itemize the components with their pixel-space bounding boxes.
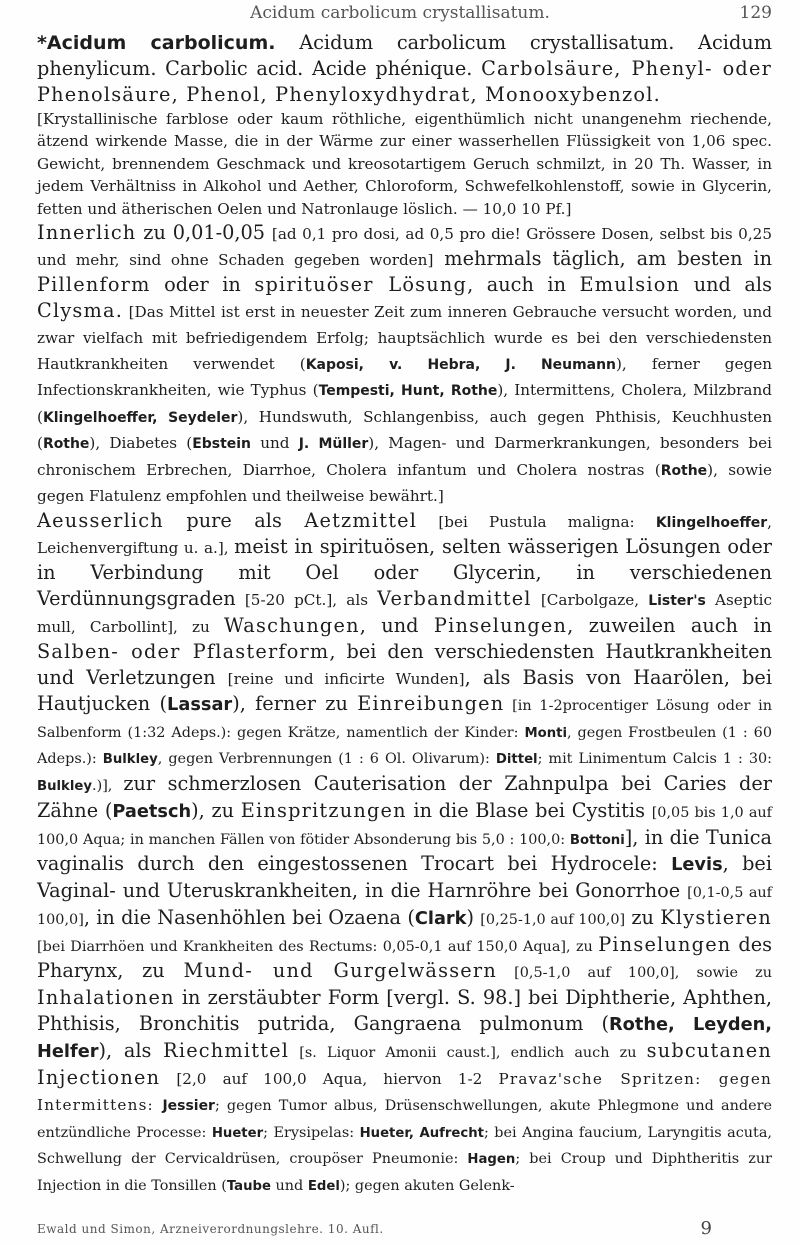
text-fragment: , bei Vaginal- und Uteruskrankheiten, in die Harnröhre bei Gonorrhoe <box>37 852 772 903</box>
internal-use-paragraph <box>37 220 772 508</box>
text-fragment: ), ferner zu <box>232 691 358 715</box>
author-ref: Ebstein <box>192 436 251 453</box>
text-fragment: pure als <box>163 509 305 533</box>
description-paragraph: [Krystallinische farblose oder kaum röthliche, eigenthümlich nicht unangenehm riechende, ätzend wirkende Masse, die in der Wärme zur einer wasserhellen Flüssigkeit von 1,06 spec. Gewicht, brennendem Geschmack und kreosotartigem Geruch schmilzt, in 20 Th. Wasser, in jedem Verhältniss in Alkohol und Aether, Chloroform, Schwefelkohlenstoff, sowie in Glycerin, fetten und ätherischen Oelen und Natronlauge löslich. — 10,0 10 Pf.] <box>37 110 772 218</box>
author-ref: Rothe, Leyden, Helfer <box>37 1015 772 1063</box>
use-injection: Einspritzungen <box>240 798 407 822</box>
use-inhalation: Inhalationen <box>37 986 175 1010</box>
use-dressing: Verbandmittel <box>377 587 532 611</box>
usage-history-note <box>37 303 772 505</box>
author-ref: Hueter, Aufrecht <box>359 1125 484 1141</box>
text-fragment: ), Diabetes ( <box>89 434 193 453</box>
use-caustic: Aetzmittel <box>304 509 418 533</box>
text-fragment: . <box>115 299 129 323</box>
text-fragment: ; Erysipelas: <box>263 1124 360 1141</box>
author-ref: Clark <box>414 908 467 929</box>
text-fragment: [0,05 bis 1,0 auf 100,0 Aqua; in manchen Fällen von fötider Absonderung bis 5,0 : 100,0: <box>37 804 772 848</box>
signature-mark: 9 <box>700 1218 712 1239</box>
author-ref: J. Müller <box>298 436 369 453</box>
author-ref: Jessier <box>162 1098 215 1115</box>
text-fragment: [Carbolgaze, <box>531 591 649 610</box>
author-ref: Rothe <box>42 436 90 453</box>
author-ref: Bulkley <box>37 779 92 795</box>
use-painting-pharynx: Pinselungen <box>598 932 732 956</box>
use-mouthwash: Mund- und Gurgelwässern <box>183 959 497 983</box>
text-fragment: [Das Mittel ist erst in neuester Zeit zum inneren Gebrauche versucht worden, und zwar vielfach mit befriedigendem Erfolg; hauptsächlich wurde es bei den verschiedensten Hautkrankheiten verwendet ( <box>37 303 772 374</box>
entry-title: *Acidum carbolicum. <box>37 32 276 54</box>
text-fragment: , gegen Frostbeulen (1 : 60 Adeps.): <box>37 724 772 768</box>
text-fragment: Aseptic mull, Carbollint], zu <box>37 591 772 636</box>
form-emulsion: Emulsion <box>579 273 681 297</box>
author-ref: Monti <box>524 725 567 741</box>
text-fragment: in die Blase bei Cystitis <box>406 798 652 822</box>
author-ref: Tempesti, Hunt, Rothe <box>318 383 498 400</box>
text-fragment: und als <box>680 273 772 297</box>
page-number: 129 <box>739 3 772 23</box>
text-fragment: [0,1-0,5 auf 100,0] <box>37 885 772 928</box>
text-fragment: in zerstäubter Form [vergl. S. 98.] bei Diphtherie, Aphthen, Phthisis, Bronchitis putrida, Gangraena pulmonum ( <box>37 986 772 1036</box>
text-fragment: ; bei Angina faucium, Laryngitis acuta, Schwellung der Cervicaldrüsen, croupöser Pneumonie: <box>37 1124 772 1168</box>
text-fragment: ); gegen akuten Gelenk- <box>339 1177 515 1194</box>
author-ref: Paetsch <box>112 801 192 822</box>
text-fragment: [2,0 auf 100,0 Aqua, hiervon 1-2 <box>160 1070 499 1089</box>
synonyms-text: Acidum carbolicum crystallisatum. Acidum phenylicum. Carbolic acid. Acide phénique. <box>37 31 772 80</box>
text-fragment: , Leichenvergiftung u. a.], <box>37 513 772 558</box>
text-fragment: [reine und inficirte Wunden] <box>227 669 465 688</box>
text-fragment: ; mit Linimentum Calcis 1 : 30: <box>537 751 772 768</box>
text-fragment: [bei Pustula maligna: <box>417 513 656 532</box>
text-fragment: [5-20 pCt.], als <box>235 591 378 610</box>
use-enema: Klystieren <box>660 905 772 929</box>
text-fragment: [s. Liquor Amonii caust.], endlich auch zu <box>289 1045 647 1062</box>
use-ointment: Salben- oder Pflasterform <box>37 639 330 663</box>
author-ref: Klingelhoeffer, Seydeler <box>42 409 238 426</box>
text-fragment: , in die Nasenhöhlen bei Ozaena ( <box>83 905 415 929</box>
use-smelling-agent: Riechmittel <box>163 1039 290 1063</box>
author-ref: Edel <box>307 1178 340 1194</box>
dose-text: zu 0,01-0,05 <box>136 221 272 245</box>
footer-reference: Ewald und Simon, Arzneiverordnungslehre. 10. Aufl. <box>37 1222 384 1236</box>
text-fragment: zur schmerzlosen Cauterisation der Zahnpulpa bei Caries der Zähne <box>37 772 772 822</box>
text-fragment: und <box>270 1177 308 1194</box>
form-solution: spirituöser Lösung <box>254 273 468 297</box>
external-use-heading: Aeusserlich <box>37 509 164 533</box>
author-ref: Kaposi, v. Hebra, J. Neumann <box>305 357 616 374</box>
text-fragment: [0,25-1,0 auf 100,0] <box>480 911 626 928</box>
use-washing: Waschungen <box>223 613 360 637</box>
use-painting: Pinselungen <box>433 613 568 637</box>
text-fragment: [0,5-1,0 auf 100,0], sowie zu <box>496 965 772 982</box>
text-fragment: , und <box>359 613 434 637</box>
text-fragment: Pravaz'sche Spritzen: gegen Intermittens: <box>37 1070 772 1115</box>
page-footer <box>37 1218 772 1242</box>
page-header <box>0 3 800 25</box>
author-ref: Rothe <box>660 462 708 479</box>
text-fragment: ), Magen- und Darmerkrankungen, besonders bei chronischem Erbrechen, Diarrhoe, Cholera infantum und Cholera nostras ( <box>37 434 772 479</box>
external-use-paragraph <box>37 508 772 1197</box>
author-ref: Hagen <box>467 1152 516 1168</box>
article-body <box>37 30 772 1197</box>
text-fragment: ), Intermittens, Cholera, Milzbrand ( <box>37 381 772 426</box>
use-rubbing: Einreibungen <box>357 691 505 715</box>
text-fragment: des Pharynx, zu <box>37 932 773 983</box>
text-fragment: , auch in <box>467 273 580 297</box>
author-ref: Klingelhoeffer <box>655 515 768 532</box>
text-fragment: ( <box>98 798 113 822</box>
internal-use-heading: Innerlich <box>37 221 137 245</box>
text-fragment: oder in <box>150 273 255 297</box>
author-ref: Lister's <box>648 593 706 610</box>
text-fragment: und <box>250 434 299 453</box>
text-fragment: .)], <box>92 778 124 795</box>
use-subcutaneous: subcutanen Injectionen <box>37 1039 773 1090</box>
frequency-text: mehrmals täglich, am besten in <box>433 247 772 271</box>
author-ref: Bottoni <box>569 832 625 848</box>
text-fragment: ), ferner gegen Infectionskrankheiten, wie Typhus ( <box>37 355 773 400</box>
author-ref: Lassar <box>167 694 233 715</box>
author-ref: Taube <box>226 1178 271 1194</box>
text-fragment: , als Basis von Haarölen, bei Hautjucken ( <box>37 665 772 715</box>
text-fragment: , zuweilen auch in <box>567 613 772 637</box>
text-fragment: ], in die Tunica vaginalis durch den eingestossenen Trocart bei Hydrocele: <box>37 825 772 876</box>
text-fragment: ) <box>466 905 481 929</box>
text-fragment: ; bei Croup und Diphtheritis zur Injection in die Tonsillen ( <box>37 1151 772 1194</box>
synonyms-german: Carbolsäure, Phenyl- oder Phenolsäure, Phenol, Phenyloxydhydrat, Monooxybenzol. <box>37 57 772 106</box>
text-fragment: ; gegen Tumor albus, Drüsenschwellungen, akute Phlegmone und andere entzündliche Processe: <box>37 1098 773 1141</box>
text-fragment: , gegen Verbrennungen (1 : 6 Ol. Olivarum): <box>157 751 496 768</box>
text-fragment: ), sowie gegen Flatulenz empfohlen und theilweise bewährt.] <box>37 460 772 506</box>
author-ref: Bulkley <box>102 752 158 768</box>
form-pill: Pillenform <box>37 273 151 297</box>
form-clysma: Clysma <box>37 299 116 323</box>
text-fragment: , bei den verschiedensten Hautkrankheiten und Verletzungen <box>37 639 772 689</box>
max-dose-note: [ad 0,1 pro dosi, ad 0,5 pro die! Grössere Dosen, selbst bis 0,25 und mehr, sind ohne Schaden gegeben worden] <box>37 225 772 270</box>
entry-heading-paragraph <box>37 30 772 108</box>
running-title: Acidum carbolicum crystallisatum. <box>250 3 550 23</box>
text-fragment: meist in spirituösen, selten wässerigen Lösungen oder in Verbindung mit Oel oder Glycerin, in verschiedenen Verdünnungsgraden <box>37 535 772 611</box>
text-fragment: [in 1-2procentiger Lösung oder in Salbenform (1:32 Adeps.): gegen Krätze, namentlich der Kinder: <box>37 697 772 741</box>
text-fragment: ), zu <box>191 798 241 822</box>
author-ref: Hueter <box>211 1125 264 1141</box>
text-fragment: ), Hundswuth, Schlangenbiss, auch gegen Phthisis, Keuchhusten ( <box>37 407 772 453</box>
author-ref: Dittel <box>495 752 538 768</box>
text-fragment: [bei Diarrhöen und Krankheiten des Rectums: 0,05-0,1 auf 150,0 Aqua], zu <box>37 938 599 955</box>
text-fragment: zu <box>625 905 661 929</box>
author-ref: Levis <box>671 855 723 876</box>
text-fragment: ), als <box>98 1039 164 1063</box>
